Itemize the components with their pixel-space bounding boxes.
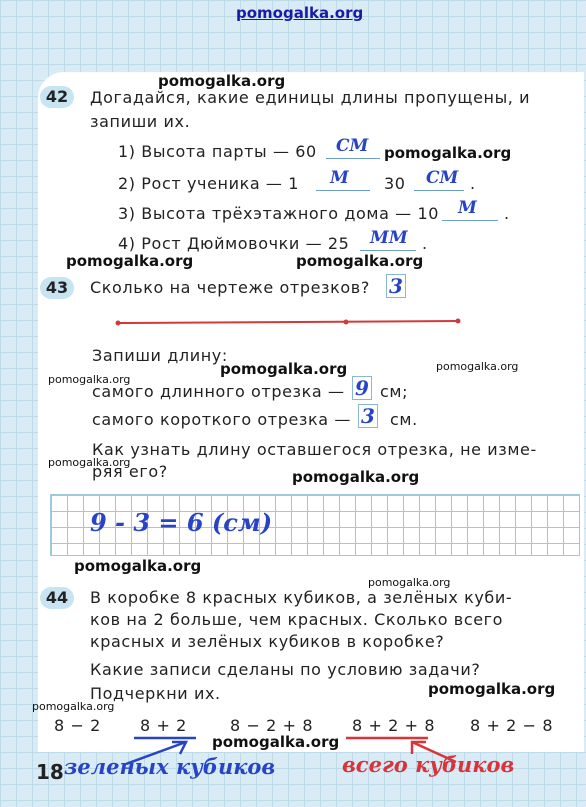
watermark: pomogalka.org <box>436 360 519 373</box>
handwritten-answer: 3 <box>358 404 378 428</box>
task-44-text: ков на 2 больше, чем красных. Сколько всего <box>90 610 504 629</box>
watermark: pomogalka.org <box>66 252 194 270</box>
watermark-top[interactable]: pomogalka.org <box>236 4 364 22</box>
watermark: pomogalka.org <box>48 456 131 469</box>
watermark: pomogalka.org <box>48 373 131 386</box>
watermark: pomogalka.org <box>292 468 420 486</box>
handwritten-note-green: зеленых кубиков <box>64 754 276 779</box>
expression: 8 − 2 + 8 <box>230 716 314 735</box>
handwritten-answer: 3 <box>386 274 406 298</box>
expression: 8 − 2 <box>54 716 101 735</box>
period: . <box>470 174 476 193</box>
unit-label: см. <box>390 410 418 429</box>
handwritten-answer: 9 <box>352 376 372 400</box>
answer-blank <box>316 190 370 191</box>
task-42-number: 42 <box>40 86 74 108</box>
segment-line <box>118 321 458 323</box>
task-43-question-2: Как узнать длину оставшегося отрезка, не изме- <box>92 440 537 459</box>
watermark: pomogalka.org <box>428 680 556 698</box>
watermark: pomogalka.org <box>158 72 286 90</box>
watermark: pomogalka.org <box>368 576 451 589</box>
task-43-question: Сколько на чертеже отрезков? <box>90 278 370 297</box>
segments-drawing <box>110 314 470 332</box>
watermark: pomogalka.org <box>384 144 512 162</box>
task-44-text: В коробке 8 красных кубиков, а зелёных куби- <box>90 588 513 607</box>
task-43-number: 43 <box>40 277 74 299</box>
page-number: 18 <box>36 760 64 784</box>
longest-segment-label: самого длинного отрезка — <box>92 382 345 401</box>
handwritten-answer: М <box>330 168 349 188</box>
segment-point-a <box>116 321 121 326</box>
task-42-item-2-value: 30 <box>384 174 406 193</box>
period: . <box>504 204 510 223</box>
task-44-text: Подчеркни их. <box>90 684 221 703</box>
write-length-label: Запиши длину: <box>92 346 228 365</box>
watermark: pomogalka.org <box>296 252 424 270</box>
task-44-number: 44 <box>40 587 74 609</box>
answer-blank <box>326 158 380 159</box>
task-42-item-4: 4) Рост Дюймовочки — 25 <box>118 234 350 253</box>
watermark: pomogalka.org <box>32 700 115 713</box>
watermark: pomogalka.org <box>220 360 348 378</box>
task-42-question: Догадайся, какие единицы длины пропущены, и <box>90 88 531 107</box>
task-42-question-cont: запиши их. <box>90 112 191 131</box>
shortest-segment-label: самого короткого отрезка — <box>92 410 351 429</box>
segment-point-c <box>456 319 461 324</box>
handwritten-answer: ММ <box>370 228 408 248</box>
answer-blank <box>414 190 464 191</box>
answer-blank <box>360 250 416 251</box>
task-42-item-2: 2) Рост ученика — 1 <box>118 174 299 193</box>
answer-blank <box>442 220 498 221</box>
expression: 8 + 2 + 8 <box>352 716 436 735</box>
handwritten-answer: СМ <box>336 136 369 156</box>
watermark: pomogalka.org <box>74 557 202 575</box>
task-42-item-3: 3) Высота трёхэтажного дома — 10 <box>118 204 440 223</box>
period: . <box>422 234 428 253</box>
task-42-item-1: 1) Высота парты — 60 <box>118 142 317 161</box>
segment-point-b <box>344 320 349 325</box>
watermark: pomogalka.org <box>212 733 340 751</box>
task-44-text: Какие записи сделаны по условию задачи? <box>90 660 481 679</box>
expression: 8 + 2 <box>140 716 187 735</box>
handwritten-solution: 9 - 3 = 6 (см) <box>90 508 273 537</box>
task-43-question-2-cont: ряя его? <box>92 462 168 481</box>
expression: 8 + 2 − 8 <box>470 716 554 735</box>
handwritten-note-total: всего кубиков <box>342 752 515 777</box>
handwritten-answer: М <box>458 198 477 218</box>
task-44-text: красных и зелёных кубиков в коробке? <box>90 632 445 651</box>
unit-label: см; <box>380 382 409 401</box>
handwritten-answer: СМ <box>426 168 459 188</box>
